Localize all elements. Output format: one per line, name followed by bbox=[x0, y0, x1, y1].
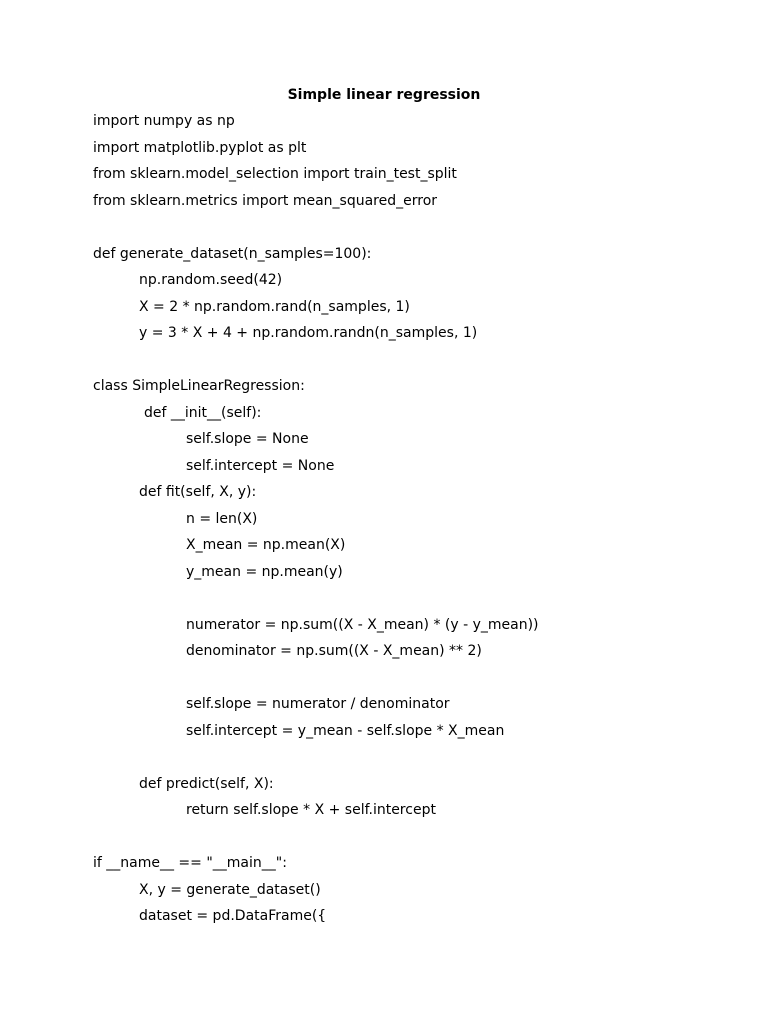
code-line: X = 2 * np.random.rand(n_samples, 1) bbox=[139, 298, 410, 315]
blank-line bbox=[93, 589, 733, 616]
document-title: Simple linear regression bbox=[287, 87, 481, 103]
code-line: n = len(X) bbox=[186, 510, 258, 527]
code-line: from sklearn.model_selection import train_test_split bbox=[93, 166, 457, 182]
blank-line bbox=[93, 828, 733, 855]
code-line: import matplotlib.pyplot as plt bbox=[93, 139, 307, 156]
code-line: self.intercept = None bbox=[186, 457, 335, 474]
blank-line bbox=[93, 351, 733, 378]
code-line: denominator = np.sum((X - X_mean) ** 2) bbox=[186, 643, 482, 659]
code-line: self.slope = None bbox=[186, 431, 309, 447]
blank-line bbox=[93, 218, 733, 245]
code-line: numerator = np.sum((X - X_mean) * (y - y_mean)) bbox=[186, 616, 539, 633]
code-line: def predict(self, X): bbox=[139, 775, 274, 792]
code-line: y_mean = np.mean(y) bbox=[186, 563, 343, 580]
code-block bbox=[93, 112, 733, 934]
blank-line bbox=[93, 669, 733, 696]
code-line: def generate_dataset(n_samples=100): bbox=[93, 245, 372, 262]
blank-line bbox=[93, 748, 733, 775]
code-line: X_mean = np.mean(X) bbox=[186, 537, 346, 553]
code-line: return self.slope * X + self.intercept bbox=[186, 802, 436, 818]
code-line: def fit(self, X, y): bbox=[139, 484, 257, 500]
code-line: self.intercept = y_mean - self.slope * X_mean bbox=[186, 722, 505, 739]
code-line: def __init__(self): bbox=[144, 404, 262, 421]
code-line: np.random.seed(42) bbox=[139, 272, 283, 288]
code-line: y = 3 * X + 4 + np.random.randn(n_samples, 1) bbox=[139, 325, 478, 341]
code-line: X, y = generate_dataset() bbox=[139, 881, 321, 898]
code-line: class SimpleLinearRegression: bbox=[93, 378, 305, 394]
code-line: import numpy as np bbox=[93, 113, 235, 129]
code-line: from sklearn.metrics import mean_squared_error bbox=[93, 192, 438, 209]
code-line: self.slope = numerator / denominator bbox=[186, 696, 450, 712]
code-line: dataset = pd.DataFrame({ bbox=[139, 908, 327, 924]
code-line: if __name__ == "__main__": bbox=[93, 855, 287, 871]
